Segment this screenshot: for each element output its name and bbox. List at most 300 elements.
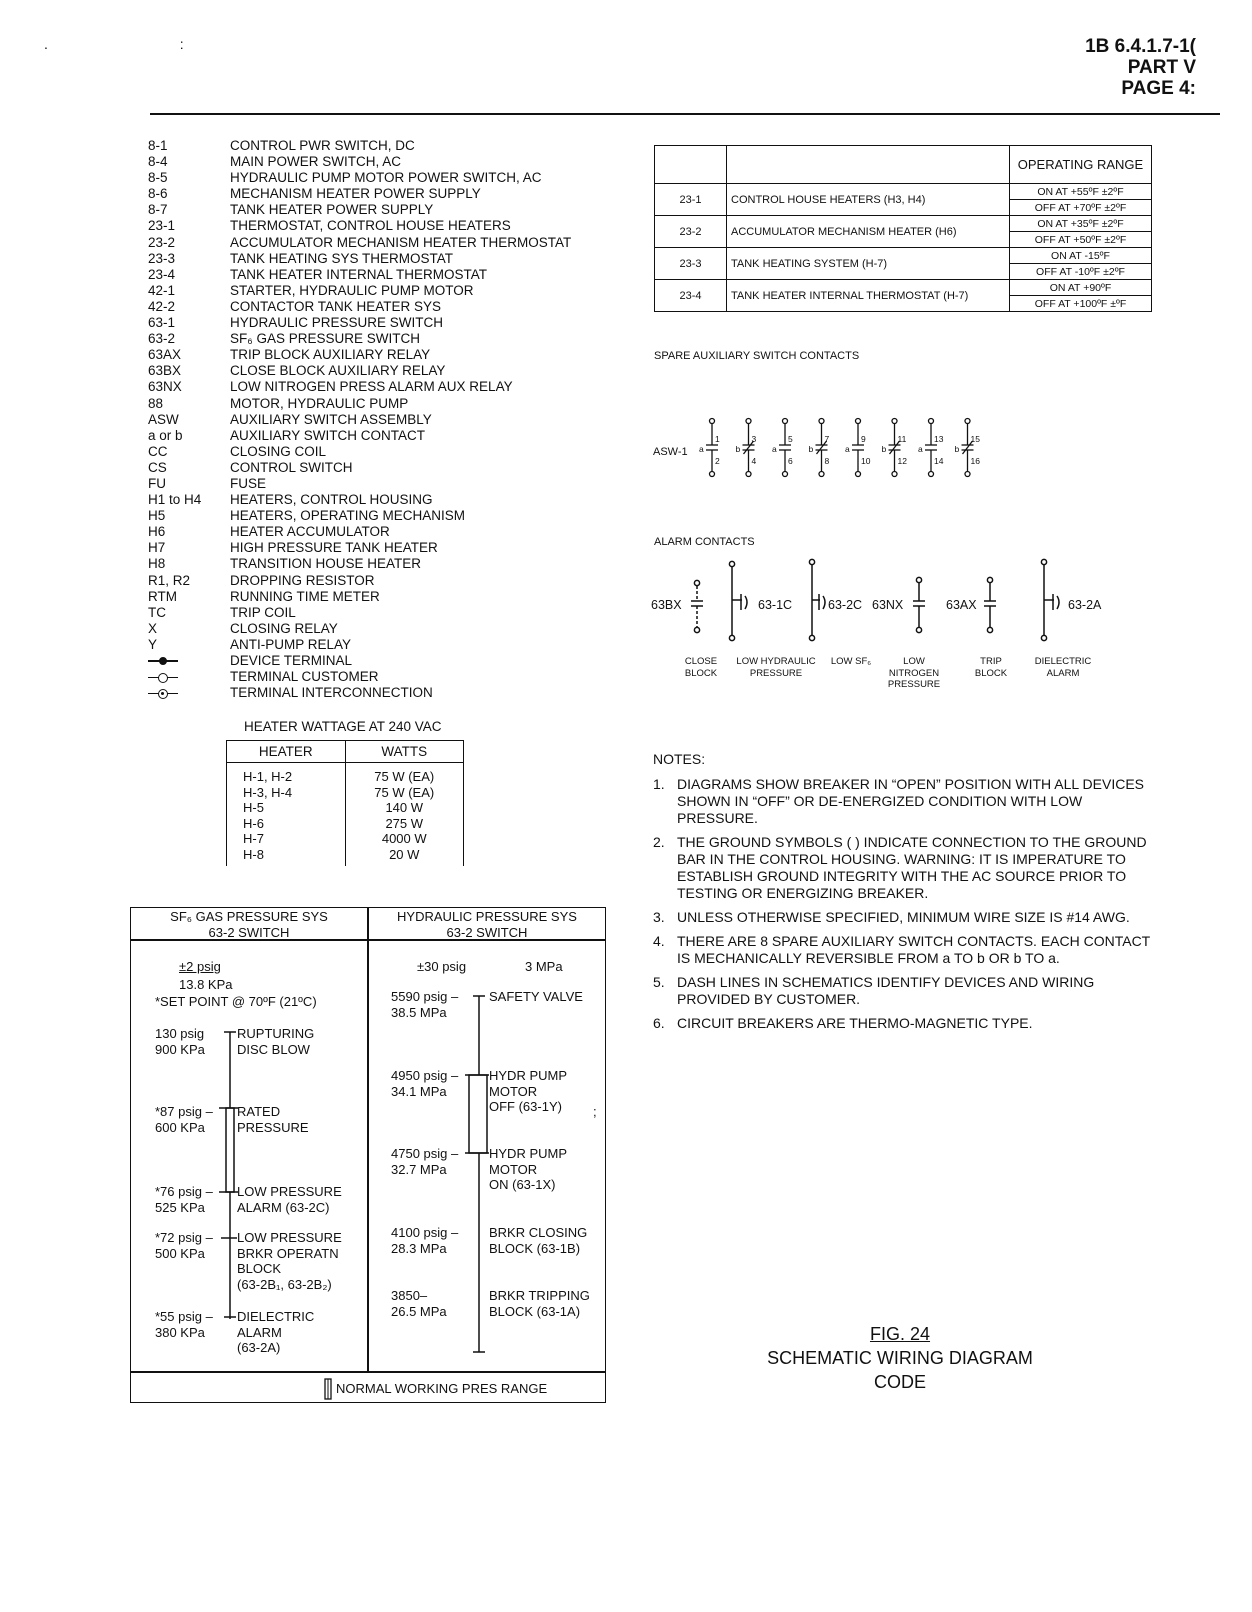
page-header <box>1085 36 1196 99</box>
legend-code: 63-1 <box>148 315 176 331</box>
legend-row <box>148 621 571 637</box>
terminal-top <box>892 419 897 424</box>
note-text: DIAGRAMS SHOW BREAKER IN “OPEN” POSITION WITH ALL DEVICES SHOWN IN “OFF” OR DE-ENERGIZED CONDITION WITH LOW PRESSURE. <box>677 776 1144 826</box>
hyd-psig: 4100 psig – <box>391 1225 459 1240</box>
note-number: 3. <box>653 909 665 925</box>
corner-marks: . : <box>44 36 248 52</box>
legend-code: 8-4 <box>148 154 168 170</box>
sf6-tolerance: ±2 psig <box>179 959 221 974</box>
legend-code: 8-7 <box>148 202 168 218</box>
legend-code: H5 <box>148 508 166 524</box>
legend-row <box>148 154 571 170</box>
heater-cell: H-7 <box>227 831 346 847</box>
op-id-cell: 23-1 <box>655 184 727 216</box>
hyd-label: BRKR TRIPPING BLOCK (63-1A) <box>489 1288 590 1319</box>
legend-desc: ACCUMULATOR MECHANISM HEATER THERMOSTAT <box>230 234 572 250</box>
legend-desc: TRIP COIL <box>230 604 296 620</box>
operating-range-table <box>654 145 1152 312</box>
legend-desc: HEATER ACCUMULATOR <box>230 524 390 540</box>
contact-number-top: 13 <box>934 434 944 444</box>
op-id-cell: 23-2 <box>655 216 727 248</box>
sf6-label: DIELECTRIC ALARM (63-2A) <box>237 1309 315 1355</box>
watts-cell: 4000 W <box>345 831 464 847</box>
terminal-bottom <box>783 472 788 477</box>
alarm-name-63bx: 63BX <box>651 598 682 612</box>
op-id-cell: 23-3 <box>655 248 727 280</box>
legend-row <box>148 492 571 508</box>
legend-desc: AUXILIARY SWITCH ASSEMBLY <box>230 411 432 427</box>
sf6-label: RUPTURING DISC BLOW <box>237 1026 315 1057</box>
legend-desc: CLOSING RELAY <box>230 620 338 636</box>
legend-code: FU <box>148 475 166 491</box>
note-number: 2. <box>653 834 665 850</box>
spare-contact <box>889 419 901 477</box>
hyd-psig: 4950 psig – <box>391 1068 459 1083</box>
heater-cell: H-1, H-2 <box>227 763 346 785</box>
note-text: DASH LINES IN SCHEMATICS IDENTIFY DEVICES AND WIRING PROVIDED BY CUSTOMER. <box>677 974 1095 1007</box>
op-on-cell: ON AT +55ºF ±2ºF <box>1010 184 1152 200</box>
legend-desc: TERMINAL CUSTOMER <box>230 669 379 685</box>
pressure-switch-table <box>130 907 606 1403</box>
alarm-caption: LOW SF₆ <box>830 656 872 667</box>
notes-list <box>653 776 1153 1032</box>
alarm-contacts-diagram <box>650 556 1130 646</box>
normal-range-label: NORMAL WORKING PRES RANGE <box>336 1381 548 1397</box>
table-row <box>227 831 464 847</box>
op-desc-cell: TANK HEATING SYSTEM (H-7) <box>727 248 1010 280</box>
hyd-mpa: 38.5 MPa <box>391 1005 447 1020</box>
contact-number-top: 1 <box>715 434 720 444</box>
contact-type: a <box>918 444 923 454</box>
legend-row <box>148 170 571 186</box>
part-label: PART V <box>1127 57 1196 78</box>
legend-row <box>148 524 571 540</box>
legend-row <box>148 444 571 460</box>
legend-row <box>148 653 571 669</box>
legend-desc: HIGH PRESSURE TANK HEATER <box>230 540 438 556</box>
note-item <box>653 834 1153 902</box>
legend-desc: CONTROL PWR SWITCH, DC <box>230 138 415 153</box>
legend-row <box>148 251 571 267</box>
legend-row <box>148 637 571 653</box>
legend-desc: HEATERS, OPERATING MECHANISM <box>230 508 466 524</box>
legend-code: RTM <box>148 588 177 604</box>
legend-row <box>148 573 571 589</box>
alarm-name-63-2a: 63-2A <box>1068 598 1102 612</box>
sf6-header-line1: SF₆ GAS PRESSURE SYS <box>170 909 328 924</box>
legend-code: 8-1 <box>148 138 168 153</box>
alarm-caption: CLOSE BLOCK <box>684 656 718 679</box>
contact-type: b <box>735 444 741 454</box>
legend-code: 63AX <box>148 347 182 363</box>
legend-row <box>148 669 571 685</box>
watts-cell: 275 W <box>345 816 464 832</box>
asw-label: ASW-1 <box>653 446 688 458</box>
legend-row <box>148 396 571 412</box>
legend-desc: HEATERS, CONTROL HOUSING <box>230 492 433 508</box>
op-on-cell: ON AT +35ºF ±2ºF <box>1010 216 1152 232</box>
sf6-kpa: 600 KPa <box>155 1120 205 1135</box>
hyd-label: BRKR CLOSING BLOCK (63-1B) <box>489 1225 588 1256</box>
legend-code: 23-1 <box>148 218 176 234</box>
hyd-label: HYDR PUMP MOTOR ON (63-1X) <box>489 1146 568 1192</box>
op-on-cell: ON AT -15ºF <box>1010 248 1152 264</box>
legend-desc: STARTER, HYDRAULIC PUMP MOTOR <box>230 282 474 298</box>
contact-number-bottom: 16 <box>970 456 980 466</box>
legend-code: H6 <box>148 524 166 540</box>
watts-cell: 140 W <box>345 800 464 816</box>
symbol-dot <box>159 657 167 665</box>
legend-row <box>148 363 571 379</box>
alarm-caption: DIELECTRIC ALARM <box>1034 656 1092 679</box>
legend-row <box>148 299 571 315</box>
legend-row <box>148 412 571 428</box>
legend-code: H7 <box>148 540 166 556</box>
op-desc-cell: CONTROL HOUSE HEATERS (H3, H4) <box>727 184 1010 216</box>
sf6-kpa: 900 KPa <box>155 1042 205 1057</box>
hyd-normal-range-bar <box>469 1075 487 1153</box>
terminal-top <box>856 419 861 424</box>
sf6-psig: *55 psig – <box>155 1309 213 1324</box>
note-item <box>653 933 1153 967</box>
note-number: 1. <box>653 776 665 792</box>
terminal-top <box>819 419 824 424</box>
terminal-bottom <box>892 472 897 477</box>
sf6-header-line2: 63-2 SWITCH <box>208 924 290 940</box>
figure-title-line1: SCHEMATIC WIRING DIAGRAM <box>767 1348 1033 1368</box>
contact-number-top: 15 <box>970 434 980 444</box>
legend-code: a or b <box>148 427 183 443</box>
hyd-label: HYDR PUMP MOTOR OFF (63-1Y) <box>489 1068 568 1114</box>
note-item <box>653 974 1153 1008</box>
symbol-dot <box>158 689 168 699</box>
terminal-bottom <box>856 472 861 477</box>
figure-title-line2: CODE <box>873 1372 926 1392</box>
legend-desc: DROPPING RESISTOR <box>230 572 375 588</box>
hyd-header-line2: 63-2 SWITCH <box>446 924 528 940</box>
table-row <box>655 248 1152 264</box>
col-watts: WATTS <box>345 741 464 763</box>
hyd-mpa: 34.1 MPa <box>391 1084 447 1099</box>
note-item <box>653 909 1153 926</box>
table-row <box>655 184 1152 200</box>
legend-desc: TRIP BLOCK AUXILIARY RELAY <box>230 347 431 363</box>
heater-cell: H-6 <box>227 816 346 832</box>
legend-code: 8-6 <box>148 186 168 202</box>
terminal-interconnection-icon <box>148 688 178 700</box>
legend-code: 63-2 <box>148 331 176 347</box>
hyd-header-line1: HYDRAULIC PRESSURE SYS <box>397 909 577 924</box>
note-text: THERE ARE 8 SPARE AUXILIARY SWITCH CONTACTS. EACH CONTACT IS MECHANICALLY REVERSIBLE FROM a TO b OR b TO a. <box>677 933 1150 966</box>
hyd-label: SAFETY VALVE <box>489 989 583 1004</box>
symbol-dot <box>158 673 168 683</box>
normal-range-legend <box>323 1378 547 1400</box>
contact-number-bottom: 4 <box>751 456 757 466</box>
alarm-name-63ax: 63AX <box>946 598 977 612</box>
contact-number-bottom: 2 <box>715 456 720 466</box>
table-row <box>227 847 464 867</box>
legend-desc: CONTROL SWITCH <box>230 459 353 475</box>
legend-code: 88 <box>148 395 164 411</box>
op-header-range: OPERATING RANGE <box>1010 146 1152 184</box>
legend-code: Y <box>148 636 158 652</box>
heater-cell: H-8 <box>227 847 346 867</box>
legend-code: H1 to H4 <box>148 492 202 508</box>
watts-cell: 20 W <box>345 847 464 867</box>
note-text: THE GROUND SYMBOLS ( ) INDICATE CONNECTION TO THE GROUND BAR IN THE CONTROL HOUSING. WARNING: IT IS IMPERATURE TO ESTABLISH GROUND INTEGRITY WITH THE AC SOURCE PRIOR TO TESTING OR ENERGIZING BREAKER. <box>677 834 1147 901</box>
legend-desc: FUSE <box>230 475 267 491</box>
legend-desc: HYDRAULIC PUMP MOTOR POWER SWITCH, AC <box>230 170 542 186</box>
hyd-mpa: 32.7 MPa <box>391 1162 447 1177</box>
sf6-scale-graphic <box>131 908 367 1370</box>
legend-row <box>148 476 571 492</box>
legend-row <box>148 460 571 476</box>
legend-row <box>148 347 571 363</box>
notes-section <box>653 751 1153 1039</box>
document-number: 1B 6.4.1.7-1( <box>1085 36 1196 57</box>
legend-desc: THERMOSTAT, CONTROL HOUSE HEATERS <box>230 218 511 234</box>
legend-row <box>148 331 571 347</box>
op-desc-cell: TANK HEATER INTERNAL THERMOSTAT (H-7) <box>727 280 1010 312</box>
hyd-psig: 4750 psig – <box>391 1146 459 1161</box>
note-number: 4. <box>653 933 665 949</box>
legend-row <box>148 218 571 234</box>
legend-desc: DEVICE TERMINAL <box>230 653 353 668</box>
legend-desc: MOTOR, HYDRAULIC PUMP <box>230 395 409 411</box>
legend-code: R1, R2 <box>148 572 191 588</box>
note-text: UNLESS OTHERWISE SPECIFIED, MINIMUM WIRE SIZE IS #14 AWG. <box>677 909 1130 925</box>
terminal-bottom <box>929 472 934 477</box>
legend-row <box>148 283 571 299</box>
contact-number-top: 9 <box>861 434 866 444</box>
table-row <box>227 785 464 801</box>
legend-desc: TANK HEATING SYS THERMOSTAT <box>230 250 454 266</box>
col-heater: HEATER <box>227 741 346 763</box>
spare-contact <box>925 419 937 477</box>
terminal-top <box>710 419 715 424</box>
table-row <box>227 763 464 785</box>
contact-number-bottom: 8 <box>824 456 830 466</box>
spare-contacts-diagram <box>690 412 990 484</box>
legend-desc: TANK HEATER INTERNAL THERMOSTAT <box>230 266 488 282</box>
op-header-desc <box>727 146 1010 184</box>
sf6-label: LOW PRESSURE BRKR OPERATN BLOCK (63-2B₁, 63-2B₂) <box>237 1230 342 1292</box>
terminal-top <box>929 419 934 424</box>
legend-symbol-cell <box>148 653 230 669</box>
legend-desc: TANK HEATER POWER SUPPLY <box>230 202 434 218</box>
legend-desc: MECHANISM HEATER POWER SUPPLY <box>230 186 481 202</box>
legend-row <box>148 186 571 202</box>
hyd-tolerance: ±30 psig <box>417 959 467 974</box>
terminal-bottom <box>710 472 715 477</box>
legend-code: 23-4 <box>148 266 176 282</box>
contact-number-bottom: 10 <box>861 456 871 466</box>
heater-cell: H-5 <box>227 800 346 816</box>
legend-code: ASW <box>148 411 179 427</box>
op-off-cell: OFF AT -10ºF ±2ºF <box>1010 264 1152 280</box>
page-label: PAGE 4: <box>1121 78 1196 99</box>
legend-code: TC <box>148 604 166 620</box>
table-row <box>655 216 1152 232</box>
legend-desc: MAIN POWER SWITCH, AC <box>230 154 402 170</box>
legend-code: 23-3 <box>148 250 176 266</box>
terminal-bottom <box>965 472 970 477</box>
legend-row <box>148 379 571 395</box>
sf6-psig: *87 psig – <box>155 1104 213 1119</box>
legend-code: H8 <box>148 556 166 572</box>
sf6-setpoint: *SET POINT @ 70ºF (21ºC) <box>155 994 317 1009</box>
sf6-label: LOW PRESSURE ALARM (63-2C) <box>237 1184 342 1215</box>
alarm-contacts-title: ALARM CONTACTS <box>654 536 755 548</box>
alarm-name-63-1c: 63-1C <box>758 598 793 612</box>
hyd-tolerance-mpa: 3 MPa <box>525 959 563 974</box>
sf6-kpa: 500 KPa <box>155 1246 205 1261</box>
legend-desc: HYDRAULIC PRESSURE SWITCH <box>230 315 444 331</box>
sf6-label: RATED PRESSURE <box>237 1104 309 1135</box>
spare-contact <box>779 419 791 477</box>
terminal-customer-icon <box>148 672 178 684</box>
legend-row <box>148 605 571 621</box>
legend-symbol-cell <box>148 685 230 701</box>
sf6-psig: 130 psig <box>155 1026 205 1041</box>
op-on-cell: ON AT +90ºF <box>1010 280 1152 296</box>
terminal-top <box>965 419 970 424</box>
op-off-cell: OFF AT +50ºF ±2ºF <box>1010 232 1152 248</box>
note-number: 5. <box>653 974 665 990</box>
hyd-psig: 3850– <box>391 1288 428 1303</box>
op-desc-cell: ACCUMULATOR MECHANISM HEATER (H6) <box>727 216 1010 248</box>
spare-contact <box>706 419 718 477</box>
figure-number: FIG. 24 <box>869 1324 931 1344</box>
alarm-caption: LOW HYDRAULIC PRESSURE <box>736 656 816 679</box>
contact-number-bottom: 6 <box>788 456 793 466</box>
legend-code: 42-1 <box>148 282 176 298</box>
legend-code: 63NX <box>148 379 182 395</box>
contact-type: b <box>881 444 887 454</box>
legend-desc: ANTI-PUMP RELAY <box>230 636 352 652</box>
note-number: 6. <box>653 1015 665 1031</box>
legend-row <box>148 202 571 218</box>
legend-row <box>148 428 571 444</box>
hyd-mpa: 28.3 MPa <box>391 1241 447 1256</box>
legend-code: 42-2 <box>148 298 176 314</box>
heater-cell: H-3, H-4 <box>227 785 346 801</box>
alarm-caption: LOW NITROGEN PRESSURE <box>887 656 941 690</box>
legend-desc: CLOSE BLOCK AUXILIARY RELAY <box>230 363 446 379</box>
footer-divider <box>131 1371 605 1373</box>
alarm-caption: TRIP BLOCK <box>974 656 1008 679</box>
terminal-top <box>783 419 788 424</box>
legend-code: 8-5 <box>148 170 168 186</box>
watts-cell: 75 W (EA) <box>345 785 464 801</box>
alarm-name-63-2c: 63-2C <box>828 598 863 612</box>
spare-contact <box>852 419 864 477</box>
hyd-psig: 5590 psig – <box>391 989 459 1004</box>
op-header-id <box>655 146 727 184</box>
contact-type: b <box>808 444 814 454</box>
contact-number-bottom: 14 <box>934 456 944 466</box>
legend-desc: SF₆ GAS PRESSURE SWITCH <box>230 331 420 347</box>
watts-cell: 75 W (EA) <box>345 763 464 785</box>
legend-code: 63BX <box>148 363 182 379</box>
device-legend <box>148 138 571 701</box>
device-terminal-icon <box>148 655 178 667</box>
table-row <box>227 816 464 832</box>
normal-range-icon <box>323 1378 333 1400</box>
spare-contacts-title: SPARE AUXILIARY SWITCH CONTACTS <box>654 350 860 362</box>
terminal-bottom <box>746 472 751 477</box>
contact-type: b <box>954 444 960 454</box>
legend-row <box>148 685 571 701</box>
op-id-cell: 23-4 <box>655 280 727 312</box>
note-item <box>653 776 1153 827</box>
sf6-psig: *76 psig – <box>155 1184 213 1199</box>
contact-number-top: 3 <box>751 434 757 444</box>
legend-row <box>148 589 571 605</box>
contact-type: a <box>772 444 777 454</box>
sf6-psig: *72 psig – <box>155 1230 213 1245</box>
alarm-name-63nx: 63NX <box>872 598 904 612</box>
contact-number-bottom: 12 <box>897 456 907 466</box>
legend-desc: CLOSING COIL <box>230 443 327 459</box>
legend-row <box>148 556 571 572</box>
table-row <box>655 280 1152 296</box>
heater-wattage-table <box>226 740 464 866</box>
note-text: CIRCUIT BREAKERS ARE THERMO-MAGNETIC TYPE. <box>677 1015 1033 1031</box>
legend-code: CS <box>148 459 167 475</box>
legend-row <box>148 267 571 283</box>
legend-row <box>148 508 571 524</box>
figure-caption <box>740 1322 1060 1394</box>
legend-desc: TRANSITION HOUSE HEATER <box>230 556 422 572</box>
legend-desc: AUXILIARY SWITCH CONTACT <box>230 427 426 443</box>
sf6-kpa: 380 KPa <box>155 1325 205 1340</box>
note-item <box>653 1015 1153 1032</box>
legend-row <box>148 138 571 154</box>
legend-desc: CONTACTOR TANK HEATER SYS <box>230 298 442 314</box>
contact-number-top: 11 <box>897 434 907 444</box>
legend-code: 23-2 <box>148 234 176 250</box>
legend-symbol-cell <box>148 669 230 685</box>
legend-row <box>148 315 571 331</box>
legend-code: X <box>148 620 158 636</box>
notes-title: NOTES: <box>653 751 706 767</box>
op-off-cell: OFF AT +70ºF ±2ºF <box>1010 200 1152 216</box>
sf6-tolerance-kpa: 13.8 KPa <box>179 977 233 992</box>
spare-contact <box>816 419 828 477</box>
contact-type: a <box>699 444 704 454</box>
terminal-bottom <box>819 472 824 477</box>
terminal-top <box>746 419 751 424</box>
sf6-normal-range-bar <box>226 1108 234 1192</box>
legend-desc: LOW NITROGEN PRESS ALARM AUX RELAY <box>230 379 513 395</box>
legend-desc: TERMINAL INTERCONNECTION <box>230 685 433 701</box>
legend-desc: RUNNING TIME METER <box>230 588 380 604</box>
header-rule <box>150 113 1220 115</box>
table-row <box>227 800 464 816</box>
sf6-kpa: 525 KPa <box>155 1200 205 1215</box>
stray-mark: ; <box>593 1104 597 1119</box>
contact-type: a <box>845 444 850 454</box>
op-off-cell: OFF AT +100ºF ±ºF <box>1010 296 1152 312</box>
hyd-mpa: 26.5 MPa <box>391 1304 447 1319</box>
heater-wattage-title: HEATER WATTAGE AT 240 VAC <box>244 719 442 734</box>
legend-code: CC <box>148 443 168 459</box>
legend-row <box>148 540 571 556</box>
contact-number-top: 7 <box>824 434 830 444</box>
contact-number-top: 5 <box>788 434 793 444</box>
legend-row <box>148 235 571 251</box>
